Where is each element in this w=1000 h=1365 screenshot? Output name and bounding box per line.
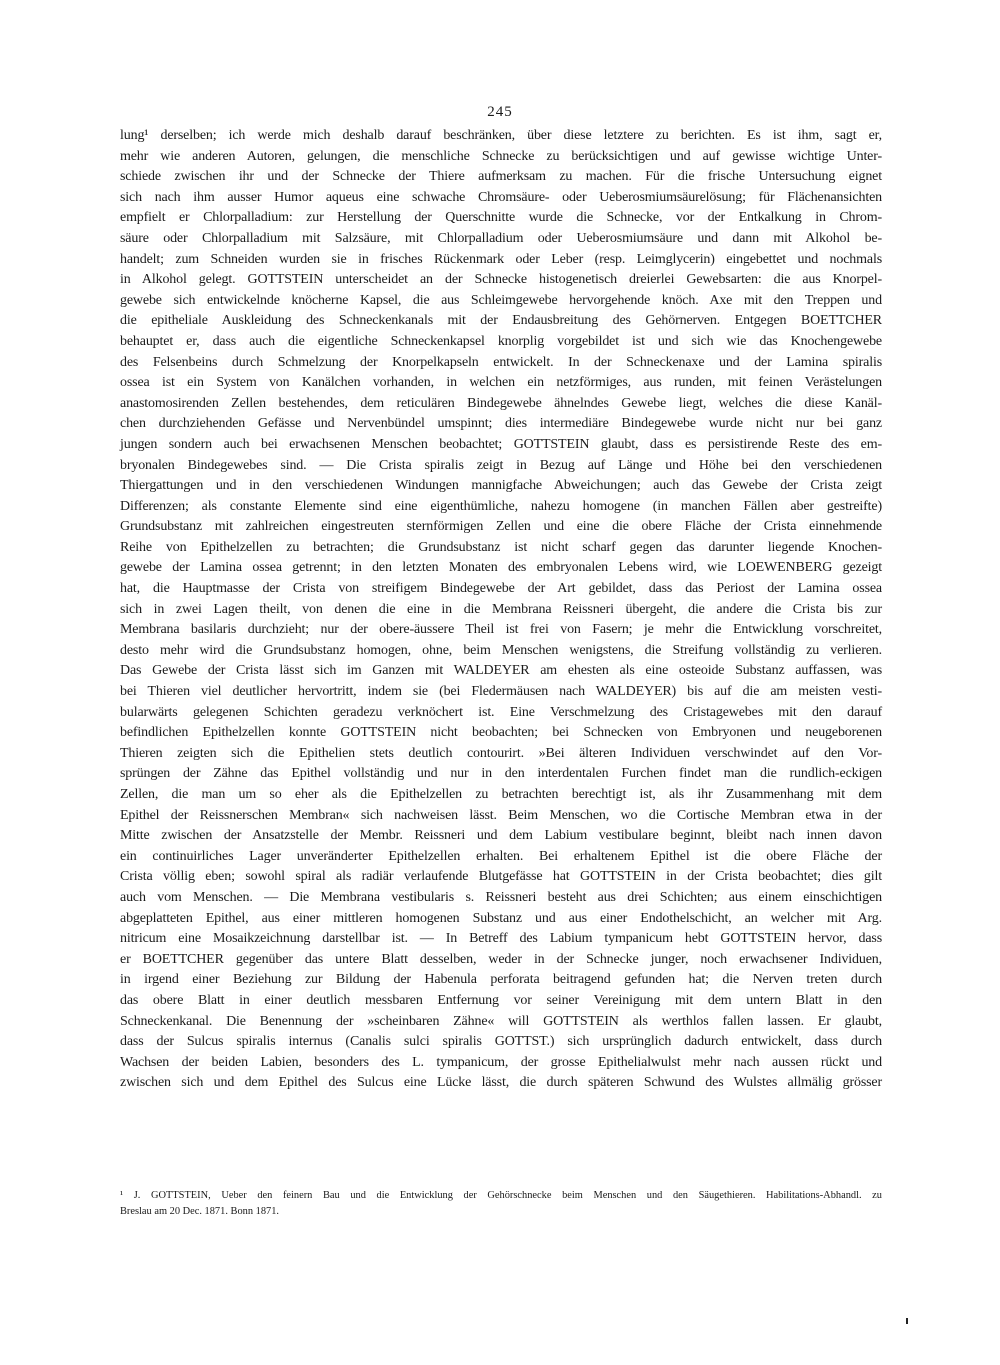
text-line: schiede zwischen ihr und der Schnecke der Thiere aufmerksam zu machen. Für die frische Untersuchung eignet [120, 169, 882, 185]
text-line: dass der Sulcus spiralis internus (Canalis sulci spiralis GOTTST.) sich ursprünglich dadurch entwickelt, dass durch [120, 1034, 882, 1050]
text-line: Reihe von Epithelzellen zu betrachten; die Grundsubstanz ist nicht scharf gegen das darunter liegende Knochen- [120, 539, 882, 555]
text-line: in irgend einer Beziehung zur Bildung der Habenula perforata beitragend gefunden hat; die Nerven treten durch [120, 972, 882, 988]
text-line: Schneckenkanal. Die Benennung der »scheinbaren Zähne« will GOTTSTEIN als werthlos fallen lassen. Er glaubt, [120, 1013, 882, 1029]
text-line: sprüngen der Zähne das Epithel vollständig und nur in den interdentalen Furchen findet man die rundlich-eckigen [120, 766, 882, 782]
text-line: die epitheliale Auskleidung des Schneckenkanals mit der Endausbreitung des Gehörnerven. Entgegen BOETTCHER [120, 313, 882, 329]
text-line: ein continuirliches Lager unveränderter Epithelzellen erhalten. Bei erhaltenem Epithel ist die obere Fläche der [120, 848, 882, 864]
text-line: Thieren zeigten sich die Epithelien stets deutlich contourirt. »Bei älteren Individuen verschwindet auf den Vor- [120, 745, 882, 761]
text-line: abgeplatteten Epithel, aus einer mittleren homogenen Substanz und aus einer Endothelschicht, an welcher mit Arg. [120, 910, 882, 926]
text-line: nitricum eine Mosaikzeichnung darstellbar ist. — In Betreff des Labium tympanicum hebt GOTTSTEIN hervor, dass [120, 931, 882, 947]
text-line: des Felsenbeins durch Schmelzung der Knorpelkapseln entwickelt. In der Schneckenaxe und der Lamina spiralis [120, 354, 882, 370]
text-line: anastomosirenden Zellen bestehendes, dem reticulären Bindegewebe ähnelndes Gewebe liegt, welches die diese Kanäl- [120, 395, 882, 411]
text-line: Membrana basilaris durchzieht; nur der obere-äussere Theil ist frei von Fasern; je mehr die Entwicklung vorschreitet, [120, 622, 882, 638]
text-line: säure oder Chlorpalladium mit Salzsäure, mit Chlorpalladium oder Ueberosmiumsäure und dann mit Alkohol be- [120, 230, 882, 246]
text-line: Grundsubstanz mit zahlreichen eingestreuten sternförmigen Zellen und eine die obere Fläche der Crista einnehmende [120, 519, 882, 535]
text-line: auch vom Menschen. — Die Membrana vestibularis s. Reissneri besteht aus drei Schichten; aus einem einschichtigen [120, 889, 882, 905]
text-line: zwischen sich und dem Epithel des Sulcus eine Lücke lässt, die durch späteren Schwund des Wulstes allmälig grösser [120, 1075, 882, 1091]
text-line: behauptet er, dass auch die eigentliche Schneckenkapsel knorplig vorgebildet ist und sich wie das Knochengewebe [120, 333, 882, 349]
text-line: sich nach ihm ausser Humor aqueus eine schwache Chromsäure- oder Ueberosmiumsäurelösung; für Flächenansichten [120, 189, 882, 205]
text-line: Wachsen der beiden Labien, besonders des L. tympanicum, der grosse Epithelialwulst mehr nach aussen rückt und [120, 1054, 882, 1070]
page-number: 245 [487, 104, 513, 120]
text-line: in Alkohol gelegt. GOTTSTEIN unterscheidet an der Schnecke histogenetisch dreierlei Gewebsarten: die aus Knorpel- [120, 272, 882, 288]
footnote-line: Breslau am 20 Dec. 1871. Bonn 1871. [120, 1206, 280, 1217]
text-line: ossea ist ein System von Kanälchen vorhanden, in welchen ein netzförmiges, aus runden, mit feinen Verästelungen [120, 375, 882, 391]
text-line: bryonalen Bindegewebes sind. — Die Crista spiralis zeigt in Bezug auf Länge und Höhe bei den verschiedenen [120, 457, 882, 473]
text-line: lung¹ derselben; ich werde mich deshalb darauf beschränken, über diese letztere zu berichten. Es ist ihm, sagt er, [120, 128, 882, 143]
text-line: er BOETTCHER gegenüber das untere Blatt desselben, weder in der Schnecke junger, noch erwachsener Individuen, [120, 951, 882, 967]
text-line: empfielt er Chlorpalladium: zur Herstellung der Querschnitte wurde die Schnecke, vor der Entkalkung in Chrom- [120, 210, 882, 226]
text-line: handelt; zum Schneiden wurden sie in frisches Rückenmark oder Leber (resp. Leimglycerin) eingebettet und nochmals [120, 251, 882, 267]
text-line: sich in zwei Lagen theilt, von denen die eine in die Membrana Reissneri übergeht, die andere die Crista bis zur [120, 601, 882, 617]
text-line: desto mehr wird die Grundsubstanz homogen, ohne, beim Menschen wenigstens, die Streifung vollständig zu verlieren. [120, 642, 882, 658]
text-line: Das Gewebe der Crista lässt sich im Ganzen mit WALDEYER am ehesten als eine osteoide Substanz auffassen, was [120, 663, 882, 679]
text-line: befindlichen Epithelzellen konnte GOTTSTEIN nicht beobachten; bei Schnecken von Embryonen und neugeborenen [120, 725, 882, 741]
footnotes [120, 1188, 882, 1220]
text-line: jungen sondern auch bei erwachsenen Menschen beobachtet; GOTTSTEIN glaubt, dass es persistirende Reste des em- [120, 436, 882, 452]
print-mark [906, 1318, 908, 1324]
footnote-line: ¹ J. GOTTSTEIN, Ueber den feinern Bau und die Entwicklung der Gehörschnecke beim Menschen und den Säugethieren. Habilitations-Abhandl. zu [120, 1190, 882, 1201]
text-line: hat, die Hauptmasse der Crista von streifigem Bindegewebe der Art gebildet, dass das Periost der Lamina ossea [120, 581, 882, 597]
text-line: mehr wie anderen Autoren, gelungen, die menschliche Schnecke zu berücksichtigen und auf gewisse wichtige Unter- [120, 148, 882, 164]
text-line: Zellen, die man um so eher als die Epithelzellen zu betrachten berechtigt ist, als ihr Zusammenhang mit dem [120, 787, 882, 802]
text-line: Differenzen; als constante Elemente sind eine eigenthümliche, nahezu homogene (in manchen Fällen aber gestreifte) [120, 498, 882, 514]
text-line: gewebe der Lamina ossea getrennt; in den letzten Monaten des embryonalen Lebens wird, wie LOEWENBERG gezeigt [120, 560, 882, 576]
text-line: bularwärts gelegenen Schichten geradezu verknöchert ist. Eine Verschmelzung des Cristagewebes mit den darauf [120, 704, 882, 720]
body-text [120, 126, 882, 1094]
text-line: Epithel der Reissnerschen Membran« sich nachweisen lässt. Beim Menschen, wo die Cortische Membran etwa in der [120, 807, 882, 823]
text-line: Crista völlig eben; sowohl spiral als radiär verlaufende Blutgefässe hat GOTTSTEIN in der Crista beobachtet; dies gilt [120, 869, 882, 885]
text-line: gewebe sich entwickelnde knöcherne Kapsel, die aus Schleimgewebe hervorgehende knöch. Axe mit den Treppen und [120, 292, 882, 308]
text-line: Mitte zwischen der Ansatzstelle der Membr. Reissneri und dem Labium vestibulare beginnt, bleibt nach innen davon [120, 828, 882, 844]
text-line: bei Thieren viel deutlicher hervortritt, indem sie (bei Fledermäusen nach WALDEYER) bis auf die am meisten vesti- [120, 684, 882, 700]
text-line: chen durchziehenden Gefässe und Nervenbündel umspinnt; dies intermediäre Bindegewebe wurde nicht nur bei ganz [120, 416, 882, 432]
text-line: Thiergattungen und in den verschiedenen Windungen mannigfache Abweichungen; auch das Gewebe der Crista zeigt [120, 478, 882, 494]
text-line: das obere Blatt in einer deutlich messbaren Entfernung vor seiner Vereinigung mit dem untern Blatt in den [120, 992, 882, 1008]
